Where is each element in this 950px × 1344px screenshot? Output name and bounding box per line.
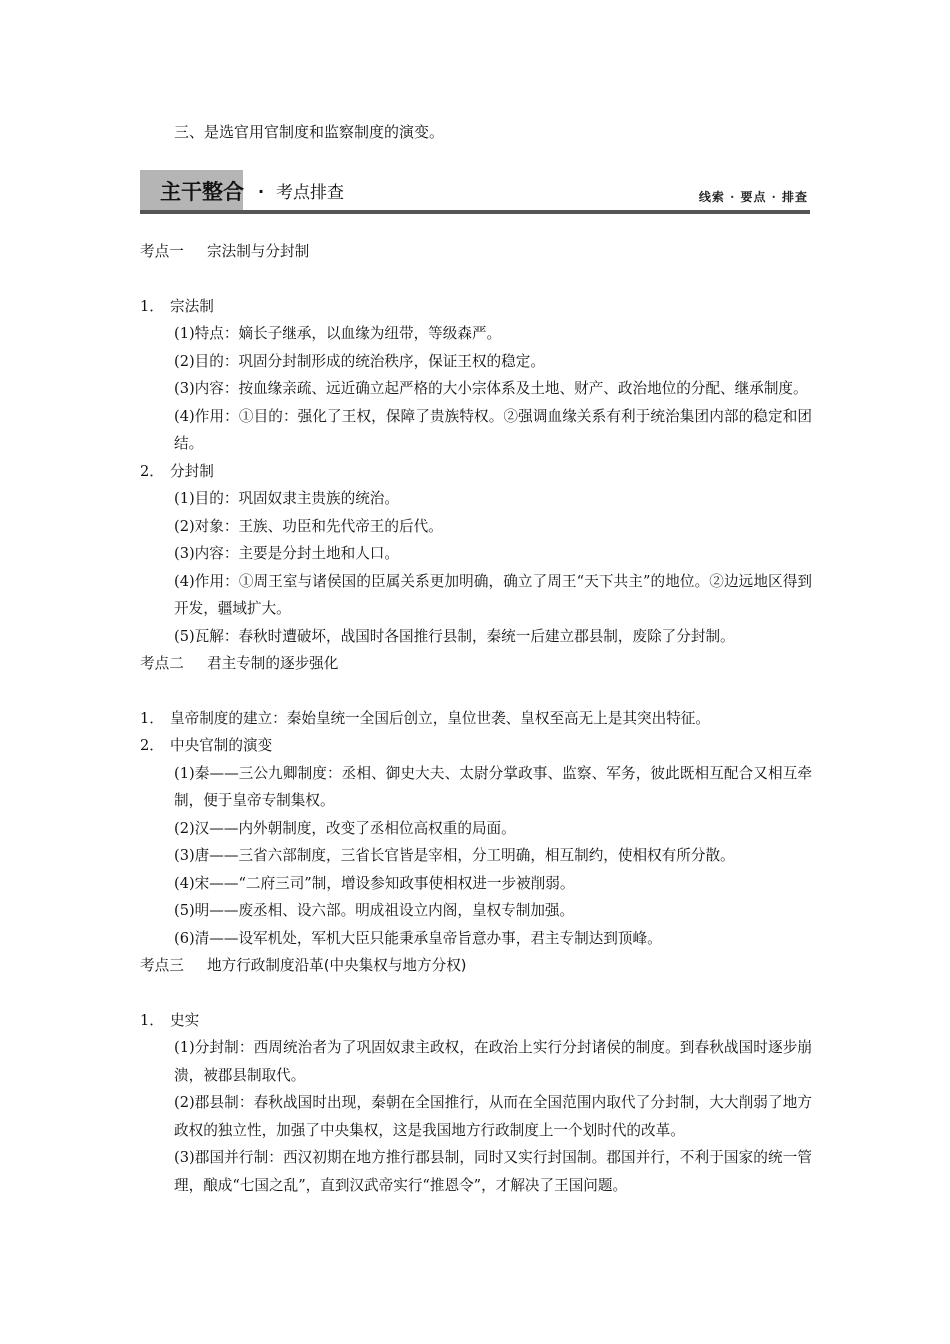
item-number: 1． (140, 1011, 164, 1029)
item-number: 2． (140, 737, 164, 754)
item-label: 宗法制 (170, 297, 214, 315)
banner-rule (140, 210, 810, 214)
item-label: 中央官制的演变 (170, 737, 273, 754)
banner-title: 主干整合 (160, 180, 244, 204)
sub-item: (1)秦——三公九卿制度：丞相、御史大夫、太尉分掌政事、监察、军务，彼此既相互配合又相互牵制，便于皇帝专制集权。 (174, 764, 812, 809)
list-item (140, 705, 812, 733)
intro-line: 三、是选官用官制度和监察制度的演变。 (174, 123, 445, 141)
sub-item: (2)目的：巩固分封制形成的统治秩序，保证王权的稳定。 (174, 352, 545, 370)
item-number: 2． (140, 462, 164, 480)
banner-subtitle: 考点排查 (276, 183, 344, 203)
section-heading (140, 238, 812, 266)
sub-item: (4)作用：①目的：强化了王权，保障了贵族特权。②强调血缘关系有利于统治集团内部的稳定和团结。 (174, 407, 812, 452)
section-heading (140, 650, 812, 678)
section-title: 君主专制的逐步强化 (207, 655, 339, 672)
sub-item: (2)对象：王族、功臣和先代帝王的后代。 (174, 517, 443, 535)
list-item (140, 1007, 812, 1035)
item-number: 1． (140, 297, 164, 315)
sub-item: (4)宋——“二府三司”制，增设参知政事使相权进一步被削弱。 (174, 874, 575, 892)
section-title: 地方行政制度沿革(中央集权与地方分权) (207, 957, 467, 974)
sub-item: (2)汉——内外朝制度，改变了丞相位高权重的局面。 (174, 819, 516, 837)
item-number: 1． (140, 709, 164, 727)
section-title: 宗法制与分封制 (207, 243, 310, 260)
list-item (140, 458, 812, 486)
item-label: 史实 (170, 1011, 200, 1029)
section-number: 考点三 (140, 957, 184, 974)
sub-item: (3)郡国并行制：西汉初期在地方推行郡县制，同时又实行封国制。郡国并行，不利于国家的统一管理，酿成“七国之乱”，直到汉武帝实行“推恩令”，才解决了王国问题。 (174, 1149, 812, 1194)
section-banner (140, 170, 810, 216)
sub-item: (3)唐——三省六部制度，三省长官皆是宰相，分工明确，相互制约，使相权有所分散。 (174, 847, 735, 864)
item-label: 皇帝制度的建立 (170, 709, 273, 727)
sub-item: (3)内容：按血缘亲疏、远近确立起严格的大小宗体系及土地、财产、政治地位的分配、继承制度。 (174, 380, 808, 397)
section-number: 考点二 (140, 655, 184, 672)
item-text: ：秦始皇统一全国后创立，皇位世袭、皇权至高无上是其突出特征。 (272, 709, 710, 727)
sub-item: (2)郡县制：春秋战国时出现，秦朝在全国推行，从而在全国范围内取代了分封制，大大削弱了地方政权的独立性，加强了中央集权，这是我国地方行政制度上一个划时代的改革。 (174, 1094, 812, 1139)
banner-dot: · (258, 182, 265, 201)
sub-item: (4)作用：①周王室与诸侯国的臣属关系更加明确，确立了周王“天下共主”的地位。②边远地区得到开发，疆域扩大。 (174, 572, 812, 617)
section-heading (140, 952, 812, 980)
sub-item: (1)目的：巩固奴隶主贵族的统治。 (174, 490, 399, 507)
sub-item: (6)清——设军机处，军机大臣只能秉承皇帝旨意办事，君主专制达到顶峰。 (174, 929, 662, 947)
content-body (140, 238, 812, 1199)
sub-item: (5)瓦解：春秋时遭破坏，战国时各国推行县制，秦统一后建立郡县制，废除了分封制。 (174, 627, 735, 645)
section-number: 考点一 (140, 243, 184, 260)
list-item (140, 293, 812, 321)
sub-item: (5)明——废丞相、设六部。明成祖设立内阁，皇权专制加强。 (174, 902, 575, 919)
item-label: 分封制 (170, 462, 214, 480)
sub-item: (3)内容：主要是分封土地和人口。 (174, 545, 399, 562)
sub-item: (1)分封制：西周统治者为了巩固奴隶主政权，在政治上实行分封诸侯的制度。到春秋战国时逐步崩溃，被郡县制取代。 (174, 1039, 812, 1084)
banner-right-label: 线索 · 要点 · 排查 (698, 190, 808, 204)
sub-item: (1)特点：嫡长子继承，以血缘为纽带，等级森严。 (174, 325, 502, 342)
list-item (140, 732, 812, 760)
